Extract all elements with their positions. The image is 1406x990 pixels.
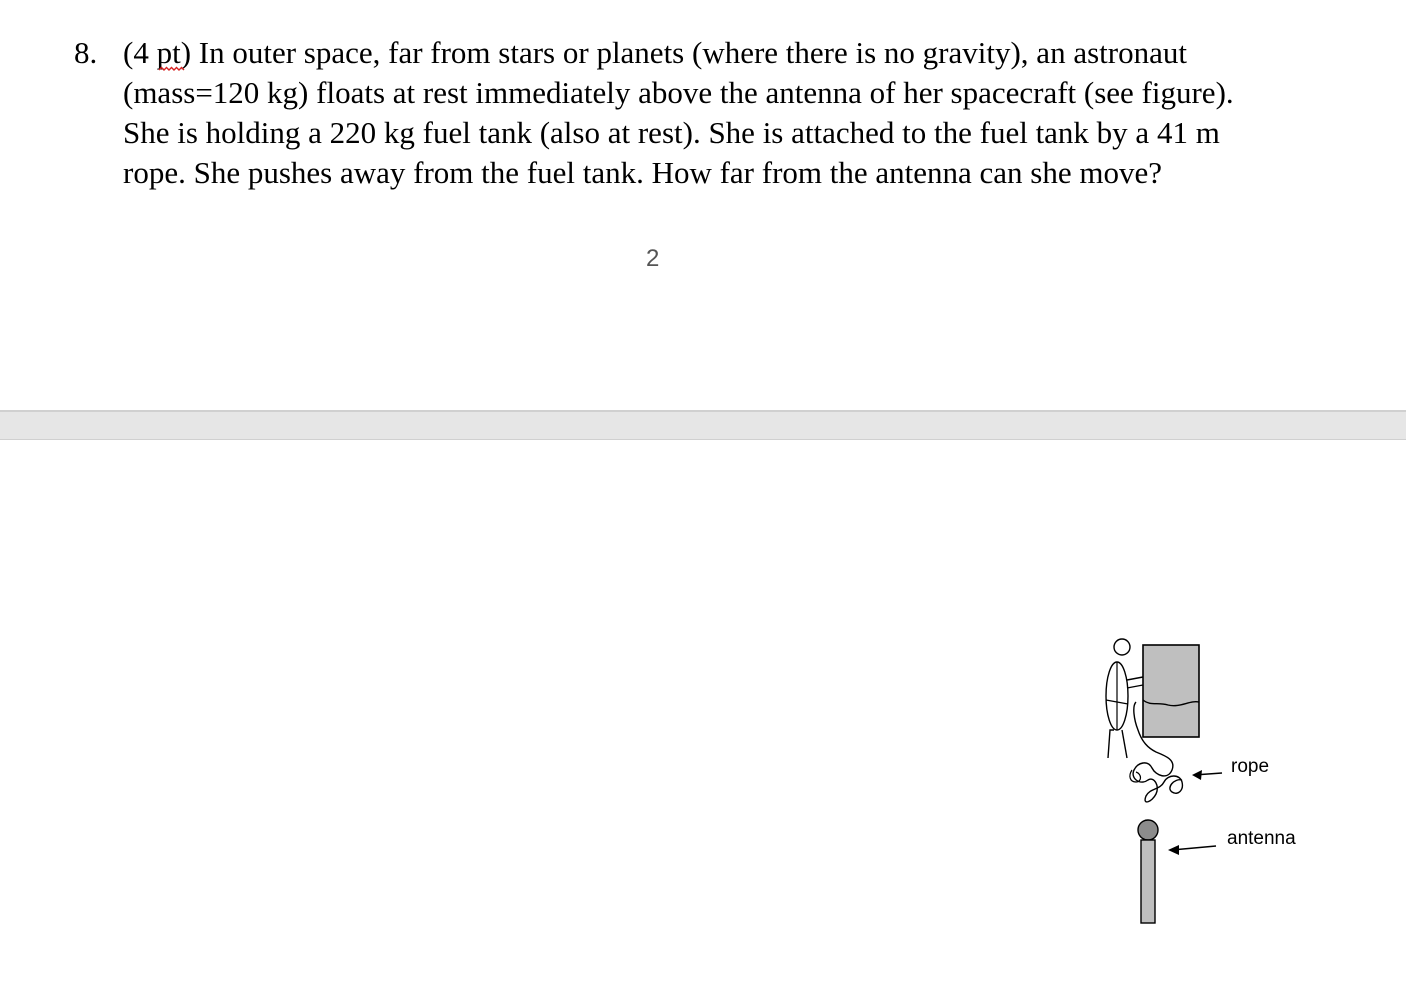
antenna-arrow-head-icon [1168,845,1179,855]
page-upper-section [0,0,1406,410]
fuel-tank [1143,645,1199,737]
question-line-3: She is holding a 220 kg fuel tank (also at rest). She is attached to the fuel tank by a 41 m [123,115,1220,150]
antenna-pole [1141,840,1155,923]
rope-loop-small [1130,770,1141,782]
astronaut-leg-left [1108,730,1114,758]
antenna-ball [1138,820,1158,840]
question-line-1 [123,33,1313,73]
astronaut-head [1114,639,1130,655]
astronaut-leg-right [1122,730,1127,758]
rope-arrow-head-icon [1192,770,1202,780]
spellcheck-underline-icon [157,66,187,72]
astronaut-figure [1090,630,1330,930]
question-line-4: rope. She pushes away from the fuel tank. How far from the antenna can she move? [123,155,1162,190]
rope-label: rope [1231,756,1270,777]
question-text [123,33,1313,193]
astronaut-diagram [1090,630,1330,930]
page-number: 2 [646,245,660,272]
question-line-2: (mass=120 kg) floats at rest immediately above the antenna of her spacecraft (see figure). [123,75,1234,110]
question-line-1-rest: In outer space, far from stars or planets (where there is no gravity), an astronaut [191,35,1187,70]
astronaut-arm [1127,677,1143,680]
question-number: 8. [74,35,98,70]
astronaut-arm-2 [1127,685,1143,688]
spellcheck-word[interactable]: pt) [156,35,192,70]
points-prefix: (4 [123,35,157,70]
page-break-separator [0,410,1406,440]
antenna-label: antenna [1227,828,1296,849]
